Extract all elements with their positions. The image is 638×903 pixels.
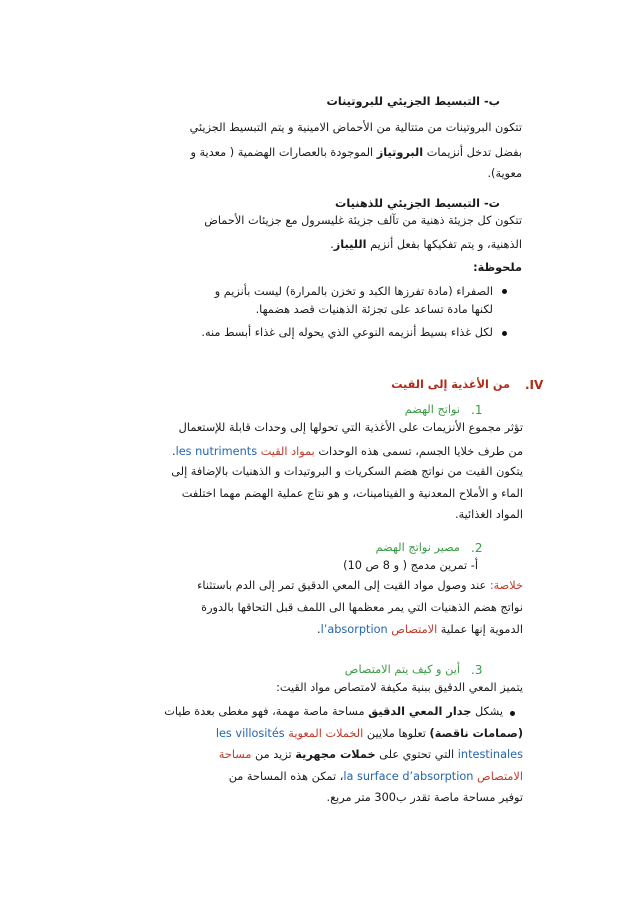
- subsection-3-text: ، تمكن هذه المساحة من: [228, 770, 344, 783]
- subsection-2-line-1: [197, 578, 523, 594]
- note-title: ملحوظة:: [473, 261, 522, 274]
- term-intestinales-fr: intestinales: [457, 748, 523, 761]
- section-b-line-2: [190, 145, 522, 161]
- section-b-line-3: معوية).: [487, 167, 522, 180]
- term-nutriments-fr: les nutriments: [175, 445, 261, 458]
- subsection-1-line-4: الماء و الأملاح المعدنية و الفيتامينات، و هو نتاج عملية الهضم مهما اختلفت: [181, 487, 523, 500]
- bullet-icon: [510, 711, 515, 716]
- section-b-title: ب- التبسيط الجزيئي للبروتينات: [326, 95, 500, 108]
- subsection-3-intro: يتميز المعي الدقيق ببنية مكيفة لامتصاص مواد القيت:: [276, 681, 523, 694]
- subsection-3-number: .3: [471, 663, 483, 677]
- note-bullet-1-line-2: لكنها مادة تساعد على تجزئة الذهنيات قصد هضمها.: [255, 303, 493, 316]
- section-iv-title: من الأغذية إلى القيت: [391, 378, 510, 391]
- subsection-1-text: من طرف خلايا الجسم، تسمى هذه الوحدات: [314, 445, 523, 458]
- bullet-icon: [502, 331, 507, 336]
- term-villi-fr: les villosités: [215, 727, 289, 740]
- subsection-2-number: .2: [471, 541, 483, 555]
- note-bullet-2-line-1: لكل غذاء بسيط أنزيمه النوعي الذي يحوله إلى غذاء أبسط منه.: [201, 326, 493, 339]
- subsection-2-text: عند وصول مواد القيت إلى المعي الدقيق تمر إلى الدم باستثناء: [197, 579, 490, 592]
- term-nutriments-ar: بمواد القيت: [260, 445, 315, 458]
- bullet-icon: [502, 289, 507, 294]
- subsection-1-number: .1: [471, 403, 483, 417]
- section-t-title: ت- التبسيط الجزيئي للذهنيات: [335, 197, 500, 210]
- note-bullet-1-line-1: الصفراء (مادة تفرزها الكبد و تخزن بالمرارة) ليست بأنزيم و: [214, 285, 493, 298]
- subsection-3-bullet-line-1: [164, 704, 503, 720]
- term-absorption-ar: الامتصاص: [477, 770, 523, 783]
- subsection-1-title: نواتج الهضم: [404, 403, 460, 416]
- subsection-3-text: تعلوها ملايين: [363, 727, 430, 740]
- term-villi-ar: الخملات المعوية: [288, 727, 364, 740]
- subsection-1-line-5: المواد الغذائية.: [454, 508, 523, 521]
- term-lipase: الليباز: [333, 238, 367, 251]
- section-t-line-1: تتكون كل جزيئة ذهنية من تآلف جزيئة غليسرول مع جزيئات الأحماض: [204, 214, 522, 227]
- subsection-1-text: .: [171, 445, 176, 458]
- section-t-text: الذهنية، و يتم تفكيكها بفعل أنزيم: [366, 238, 522, 251]
- term-intestinal-wall: جدار المعي الدقيق: [368, 705, 472, 718]
- exercise-reference: أ- تمرين مدمج ( و 8 ص 10): [343, 559, 478, 572]
- term-surface-fr: la surface d’absorption: [343, 770, 478, 783]
- section-iv-number: .IV: [525, 378, 544, 392]
- term-protease: البروتياز: [376, 146, 424, 159]
- subsection-1-line-2: [172, 444, 523, 460]
- section-b-text: بفضل تدخل أنزيمات: [423, 146, 522, 159]
- subsection-2-text: .: [317, 623, 321, 636]
- subsection-3-title: أين و كيف يتم الامتصاص: [344, 663, 460, 676]
- subsection-3-bullet-line-2: [216, 726, 523, 742]
- subsection-2-text: الدموية إنها عملية: [437, 623, 523, 636]
- subsection-3-text: تزيد من: [251, 748, 296, 761]
- term-absorption-fr: l’absorption: [320, 623, 392, 636]
- subsection-1-line-3: يتكون القيت من نواتج هضم السكريات و البروتيدات و الذهنيات بالإضافة إلى: [171, 465, 523, 478]
- subsection-1-line-1: تؤثر مجموع الأنزيمات على الأغذية التي تحولها إلى وحدات قابلة للإستعمال: [178, 421, 523, 434]
- term-folds: (صمامات ناقصة): [429, 727, 523, 740]
- subsection-3-text: يشكل: [471, 705, 503, 718]
- subsection-2-line-2: نواتج هضم الذهنيات التي يمر معظمها الى اللمف قبل التحاقها بالدورة: [201, 601, 523, 614]
- section-t-line-2: [330, 237, 522, 253]
- section-b-line-1: تتكون البروتينات من متتالية من الأحماض الامينية و يتم التبسيط الجزيئي: [189, 121, 522, 134]
- subsection-3-bullet-line-5: توفير مساحة ماصة تقدر ب300 متر مربع.: [326, 791, 523, 804]
- subsection-3-bullet-line-4: [229, 769, 523, 785]
- subsection-3-text: التي تحتوي على: [375, 748, 458, 761]
- section-t-text: .: [330, 238, 334, 251]
- term-absorption-ar: الامتصاص: [391, 623, 438, 636]
- section-b-text: الموجودة بالعصارات الهضمية ( معدية و: [190, 146, 377, 159]
- term-microvilli: خملات مجهرية: [295, 748, 376, 761]
- subsection-3-bullet-line-3: [219, 747, 523, 763]
- summary-label: خلاصة:: [489, 579, 523, 592]
- subsection-2-line-3: [317, 622, 523, 638]
- term-surface-ar: مساحة: [218, 748, 252, 761]
- subsection-2-title: مصير نواتج الهضم: [375, 541, 460, 554]
- subsection-3-text: مساحة ماصة مهمة، فهو مغطى بعدة طيات: [164, 705, 369, 718]
